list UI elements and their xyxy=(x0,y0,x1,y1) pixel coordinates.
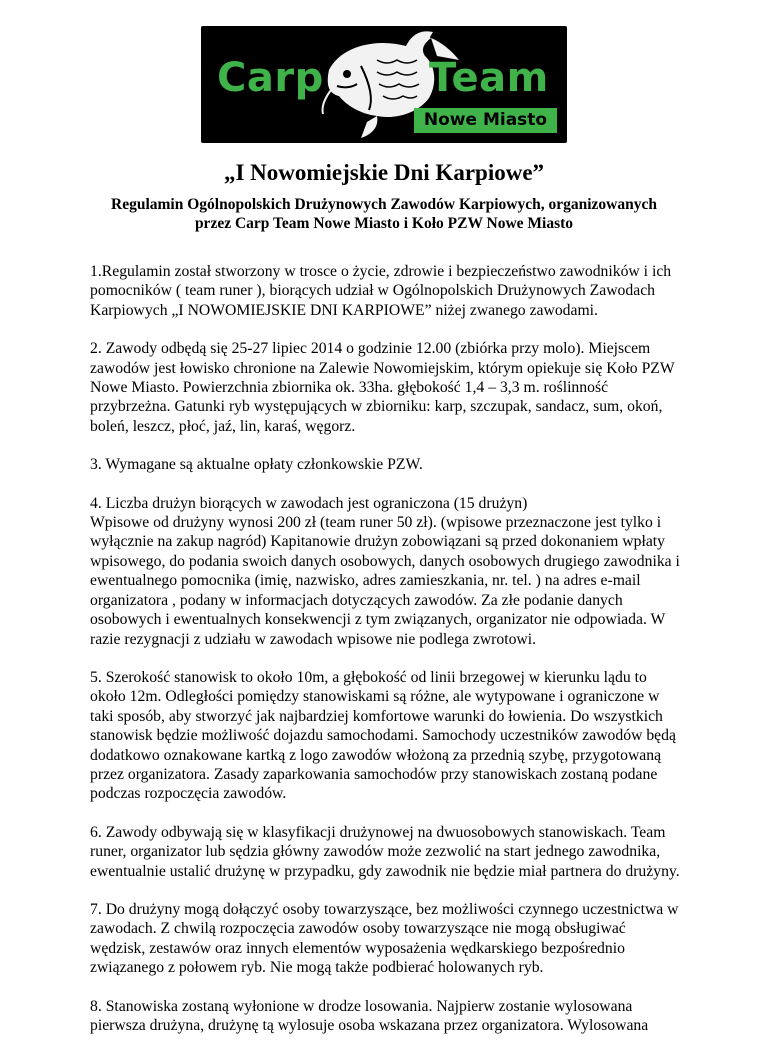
document-title: „I Nowomiejskie Dni Karpiowe” xyxy=(223,160,545,185)
paragraph-5: 5. Szerokość stanowisk to około 10m, a głębokość od linii brzegowej w kierunku lądu to około 12m. Odległości pomiędzy stanowiskami są różne, ale wytypowane i ograniczone w taki sposób, aby stworzyć jak najbardziej komfortowe warunki do łowienia. Do wszystkich stanowisk będzie możliwość dojazdu samochodami. Samochody uczestników zawodów będą dodatkowo oznakowane kartką z logo zawodów włożoną za przednią szybę, przygotowaną przez organizatora. Zasady zaparkowania samochodów przy stanowiskach zostaną podane podczas rozpoczęcia zawodów. xyxy=(90,668,676,803)
paragraph-3: 3. Wymagane są aktualne opłaty członkowskie PZW. xyxy=(90,456,423,474)
document-body xyxy=(90,262,682,1054)
logo-subtitle: Nowe Miasto xyxy=(414,108,557,133)
paragraph-2: 2. Zawody odbędą się 25-27 lipiec 2014 o godzinie 12.00 (zbiórka przy molo). Miejscem zawodów jest łowisko chronione na Zalewie Nowomiejskim, którym opiekuje się Koło PZW Nowe Miasto. Powierzchnia zbiornika ok. 33ha. głębokość 1,4 – 3,3 m. roślinność przybrzeżna. Gatunki ryb występujących w zbiorniku: karp, szczupak, sandacz, sum, okoń, boleń, leszcz, płoć, jaź, lin, karaś, węgorz. xyxy=(90,340,675,435)
paragraph-6: 6. Zawody odbywają się w klasyfikacji drużynowej na dwuosobowych stanowiskach. Team runer, organizator lub sędzia główny zawodów może zezwolić na start jednego zawodnika, ewentualnie ustalić drużynę w przypadku, gdy zawodnik nie będzie miał partnera do drużyny. xyxy=(90,823,680,880)
paragraph-1: 1.Regulamin został stworzony w trosce o życie, zdrowie i bezpieczeństwo zawodników i ich pomocników ( team runer ), biorących udział w Ogólnopolskich Drużynowych Zawodach Karpiowych „I NOWOMIEJSKIE DNI KARPIOWE” niżej zwanego zawodami. xyxy=(90,263,672,319)
paragraph-4: 4. Liczba drużyn biorących w zawodach jest ograniczona (15 drużyn) Wpisowe od drużyny wynosi 200 zł (team runer 50 zł). (wpisowe przeznaczone jest tylko i wyłącznie na zakup nagród) Kapitanowie drużyn zobowiązani są przed dokonaniem wpłaty wpisowego, do podania swoich danych osobowych, danych osobowych drugiego zawodnika i ewentualnego pomocnika (imię, nazwisko, adres zamieszkania, nr. tel. ) na adres e-mail organizatora , podany w informacjach dotyczących zawodów. Za złe podanie danych osobowych i ewentualnych konsekwencji z tym związanych, organizator nie odpowiada. W razie rezygnacji z udziału w zawodach wpisowe nie podlega zwrotowi. xyxy=(90,494,680,648)
paragraph-7: 7. Do drużyny mogą dołączyć osoby towarzyszące, bez możliwości czynnego uczestnictwa w zawodach. Z chwilą rozpoczęcia zawodów osoby towarzyszące nie mogą obsługiwać wędzisk, zestawów oraz innych elementów wyposażenia wędkarskiego bezpośrednio związanego z połowem ryb. Nie mogą także podbierać holowanych ryb. xyxy=(90,900,679,977)
document-subtitle: Regulamin Ogólnopolskich Drużynowych Zawodów Karpiowych, organizowanych przez Carp Team Nowe Miasto i Koło PZW Nowe Miasto xyxy=(111,196,657,232)
paragraph-8: 8. Stanowiska zostaną wyłonione w drodze losowania. Najpierw zostanie wylosowana pierwsza drużyna, drużynę tą wylosuje osoba wskazana przez organizatora. Wylosowana xyxy=(90,997,649,1034)
logo-word-team: Team xyxy=(429,55,549,101)
carp-team-logo xyxy=(201,26,567,143)
logo-word-carp: Carp xyxy=(217,55,324,101)
